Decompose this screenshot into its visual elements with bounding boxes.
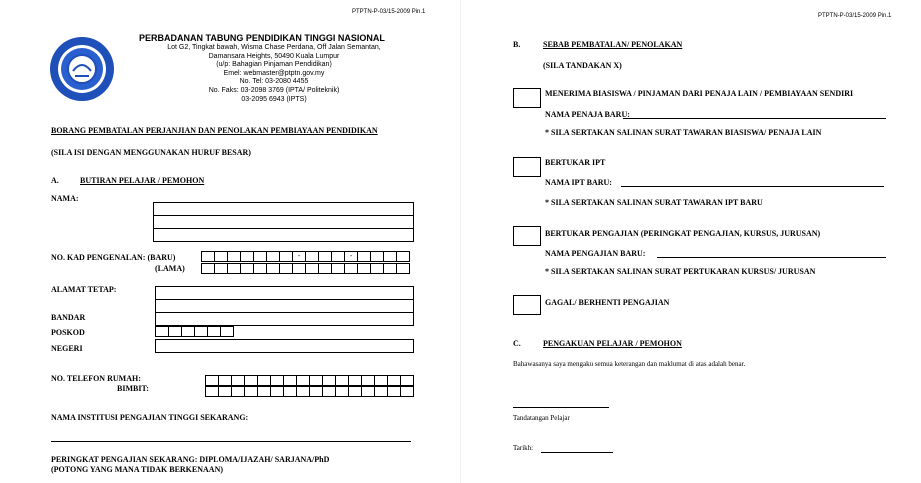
option-biasiswa-label: MENERIMA BIASISWA / PINJAMAN DARI PENAJA LAIN / PEMBIAYAAN SENDIRI [545,89,854,98]
checkbox-gagal[interactable] [513,295,541,315]
nama-label: NAMA: [51,194,79,203]
penaja-line[interactable] [623,118,886,119]
section-c-letter: C. [513,339,521,348]
bandar-label: BANDAR [51,313,86,322]
option-gagal-label: GAGAL/ BERHENTI PENGAJIAN [545,298,670,307]
option-pengajian-label: BERTUKAR PENGAJIAN (PERINGKAT PENGAJIAN, KURSUS, JURUSAN) [545,229,821,238]
poskod-label: POSKOD [51,328,85,337]
ic-baru-cells[interactable]: - - [201,251,410,262]
section-b-letter: B. [513,40,521,49]
institusi-label: NAMA INSTITUSI PENGAJIAN TINGGI SEKARANG: [51,413,249,422]
alamat-field-3[interactable] [155,312,414,326]
ipt-baru-label: NAMA IPT BARU: [545,178,612,187]
option-ipt-label: BERTUKAR IPT [545,158,606,167]
declaration-text: Bahawasanya saya mengaku semua keterangan dan maklumat di atas adalah benar. [513,360,746,368]
signature-label: Tandatangan Pelajar [513,414,570,422]
form-title: BORANG PEMBATALAN PERJANJIAN DAN PENOLAKAN PEMBIAYAAN PENDIDIKAN [51,126,378,135]
bimbit-label: BIMBIT: [117,384,149,393]
section-b-note: (SILA TANDAKAN X) [543,61,622,70]
potong-note: (POTONG YANG MANA TIDAK BERKENAAN) [51,465,224,474]
tel-rumah-label: NO. TELEFON RUMAH: [51,374,141,383]
negeri-label: NEGERI [51,344,83,353]
ptptn-logo-icon [49,36,115,102]
nama-field-3[interactable] [153,228,414,242]
ipt-baru-line[interactable] [621,186,884,187]
org-address: Lot G2, Tingkat bawah, Wisma Chase Perdana, Off Jalan Semantan, Damansara Heights, 50490 Kuala Lumpur (u/p: Bahagian Pinjaman Pendidikan) Emel: webmaster@ptptn.gov.my No. Tel: 03-2080 4455 No. Faks: 03-2098 3769 (IPTA/ Politeknik) 03-2095 6943 (IPTS) [167,44,381,103]
date-line[interactable] [541,452,613,453]
checkbox-biasiswa[interactable] [513,88,541,108]
section-c-title: PENGAKUAN PELAJAR / PEMOHON [543,339,682,348]
form-reference-right: PTPTN-P-03/15-2009 Pin.1 [818,13,892,19]
section-a-title: BUTIRAN PELAJAR / PEMOHON [80,176,205,185]
nama-field-1[interactable] [153,202,414,216]
section-b-title: SEBAB PEMBATALAN/ PENOLAKAN [543,40,683,49]
alamat-field-1[interactable] [155,286,414,300]
peringkat-label: PERINGKAT PENGAJIAN SEKARANG: DIPLOMA/IJAZAH/ SARJANA/PhD [51,455,330,464]
page-divider [460,0,461,483]
institusi-line[interactable] [51,441,411,442]
negeri-field[interactable] [155,339,414,353]
form-instruction: (SILA ISI DENGAN MENGGUNAKAN HURUF BESAR) [51,148,251,157]
option-biasiswa-note: * SILA SERTAKAN SALINAN SURAT TAWARAN BIASISWA/ PENAJA LAIN [545,128,822,137]
poskod-cells[interactable] [155,326,234,337]
option-ipt-note: * SILA SERTAKAN SALINAN SURAT TAWARAN IPT BARU [545,198,763,207]
signature-line[interactable] [513,407,609,408]
checkbox-pengajian[interactable] [513,226,541,246]
pengajian-baru-label: NAMA PENGAJIAN BARU: [545,249,646,258]
nama-field-2[interactable] [153,215,414,229]
alamat-field-2[interactable] [155,299,414,313]
ic-label: NO. KAD PENGENALAN: (BARU) [51,253,176,262]
option-pengajian-note: * SILA SERTAKAN SALINAN SURAT PERTUKARAN KURSUS/ JURUSAN [545,267,816,276]
org-name: PERBADANAN TABUNG PENDIDIKAN TINGGI NASIONAL [139,33,385,43]
ic-lama-label: (LAMA) [155,264,185,273]
checkbox-ipt[interactable] [513,157,541,177]
ic-lama-cells[interactable] [201,263,410,274]
tel-rumah-cells[interactable] [205,375,414,386]
penaja-label: NAMA PENAJA BARU: [545,110,630,119]
section-a-letter: A. [51,176,59,185]
pengajian-baru-line[interactable] [657,257,886,258]
form-reference: PTPTN-P-03/15-2009 Pin.1 [352,9,426,15]
bimbit-cells[interactable] [205,386,414,397]
date-label: Tarikh: [513,444,534,452]
alamat-label: ALAMAT TETAP: [51,285,117,294]
